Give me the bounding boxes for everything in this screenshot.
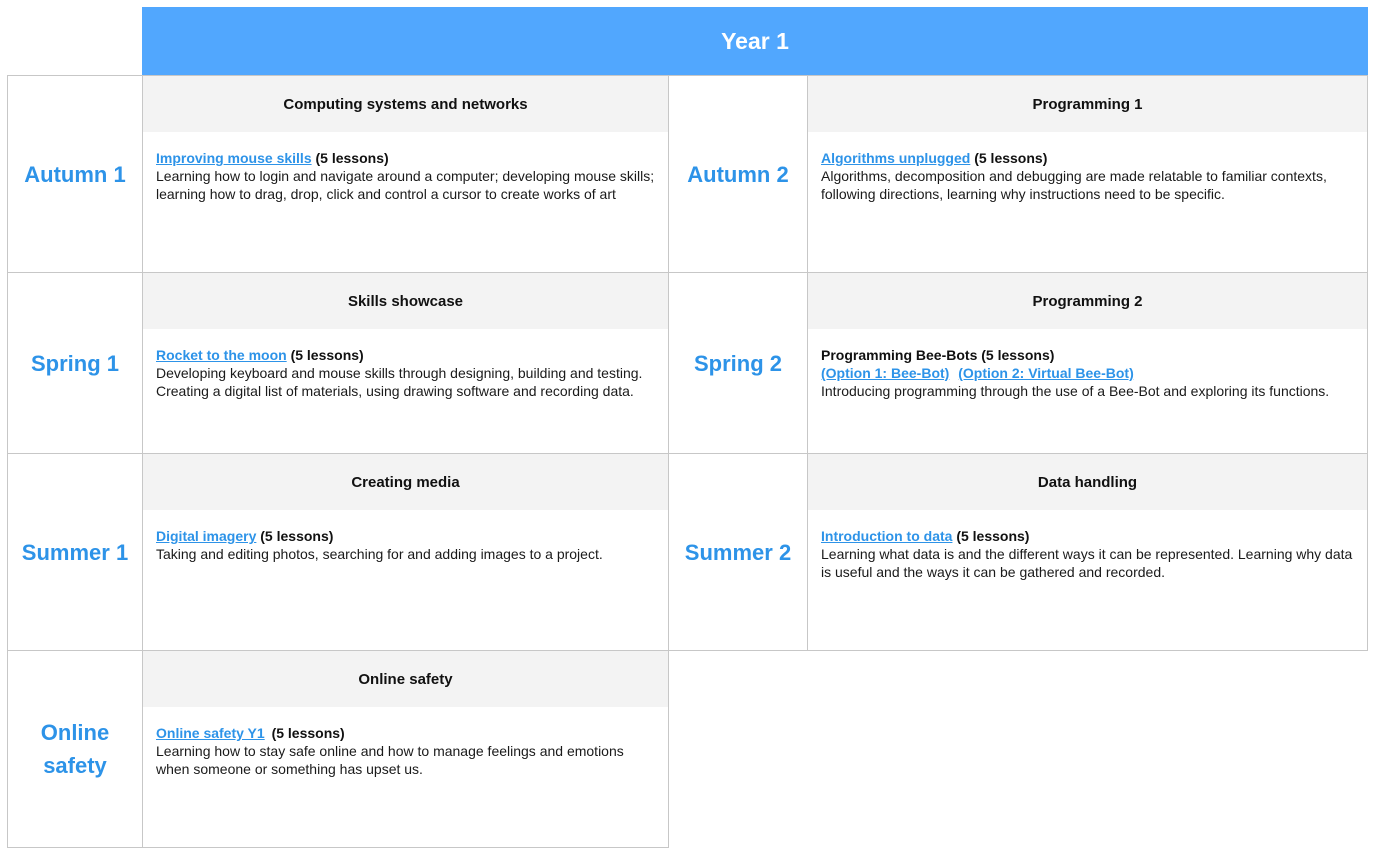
unit-description: Introducing programming through the use of a Bee-Bot and exploring its functions. xyxy=(821,383,1330,399)
unit-link-improving-mouse-skills[interactable]: Improving mouse skills xyxy=(156,150,312,166)
unit-link-algorithms-unplugged[interactable]: Algorithms unplugged xyxy=(821,150,971,166)
lesson-count: (5 lessons) xyxy=(271,725,345,741)
unit-options xyxy=(821,364,1354,382)
term-summer-1: Summer 1 xyxy=(7,453,143,651)
year-header xyxy=(142,7,1368,75)
lesson-count: (5 lessons) xyxy=(315,150,389,166)
unit-description: Developing keyboard and mouse skills through designing, building and testing. Creating a digital list of materials, using drawing software and recording data. xyxy=(156,365,643,399)
unit-title: Creating media xyxy=(143,454,668,510)
unit-name: Programming Bee-Bots xyxy=(821,347,978,363)
unit-title: Programming 2 xyxy=(808,273,1367,329)
unit-title: Programming 1 xyxy=(808,76,1367,132)
lesson-count: (5 lessons) xyxy=(981,347,1055,363)
unit-link-option-bee-bot[interactable]: (Option 1: Bee-Bot) xyxy=(821,365,950,381)
unit-description: Learning how to stay safe online and how to manage feelings and emotions when someone or something has upset us. xyxy=(156,743,624,777)
term-spring-2: Spring 2 xyxy=(668,272,808,454)
unit-link-option-virtual-bee-bot[interactable]: (Option 2: Virtual Bee-Bot) xyxy=(958,365,1134,381)
term-autumn-1: Autumn 1 xyxy=(7,75,143,273)
unit-title: Computing systems and networks xyxy=(143,76,668,132)
unit-body xyxy=(143,329,668,400)
lesson-count: (5 lessons) xyxy=(956,528,1030,544)
term-autumn-2: Autumn 2 xyxy=(668,75,808,273)
term-online-safety: Online safety xyxy=(7,650,143,848)
lesson-count: (5 lessons) xyxy=(260,528,334,544)
year-title: Year 1 xyxy=(721,27,789,54)
unit-cell-computing-systems xyxy=(142,75,669,273)
unit-body xyxy=(808,329,1367,400)
unit-link-online-safety-y1[interactable]: Online safety Y1 xyxy=(156,725,265,741)
lesson-count: (5 lessons) xyxy=(974,150,1048,166)
unit-link-introduction-to-data[interactable]: Introduction to data xyxy=(821,528,953,544)
unit-title: Data handling xyxy=(808,454,1367,510)
unit-body xyxy=(143,132,668,203)
unit-body xyxy=(808,510,1367,581)
unit-title: Online safety xyxy=(143,651,668,707)
lesson-count: (5 lessons) xyxy=(290,347,364,363)
unit-body xyxy=(808,132,1367,203)
unit-description: Taking and editing photos, searching for and adding images to a project. xyxy=(156,546,603,562)
unit-link-rocket-to-the-moon[interactable]: Rocket to the moon xyxy=(156,347,287,363)
unit-cell-programming-2 xyxy=(807,272,1368,454)
unit-cell-creating-media xyxy=(142,453,669,651)
unit-cell-skills-showcase xyxy=(142,272,669,454)
unit-description: Learning what data is and the different ways it can be represented. Learning why data is useful and the ways it can be gathered and recorded. xyxy=(821,546,1353,580)
unit-description: Learning how to login and navigate around a computer; developing mouse skills; learning how to drag, drop, click and control a cursor to create works of art xyxy=(156,168,655,202)
unit-title: Skills showcase xyxy=(143,273,668,329)
unit-link-digital-imagery[interactable]: Digital imagery xyxy=(156,528,257,544)
term-summer-2: Summer 2 xyxy=(668,453,808,651)
unit-cell-online-safety xyxy=(142,650,669,848)
unit-body xyxy=(143,707,668,778)
unit-cell-data-handling xyxy=(807,453,1368,651)
unit-cell-programming-1 xyxy=(807,75,1368,273)
unit-body xyxy=(143,510,668,563)
term-spring-1: Spring 1 xyxy=(7,272,143,454)
unit-description: Algorithms, decomposition and debugging are made relatable to familiar contexts, following directions, learning why instructions need to be specific. xyxy=(821,168,1327,202)
